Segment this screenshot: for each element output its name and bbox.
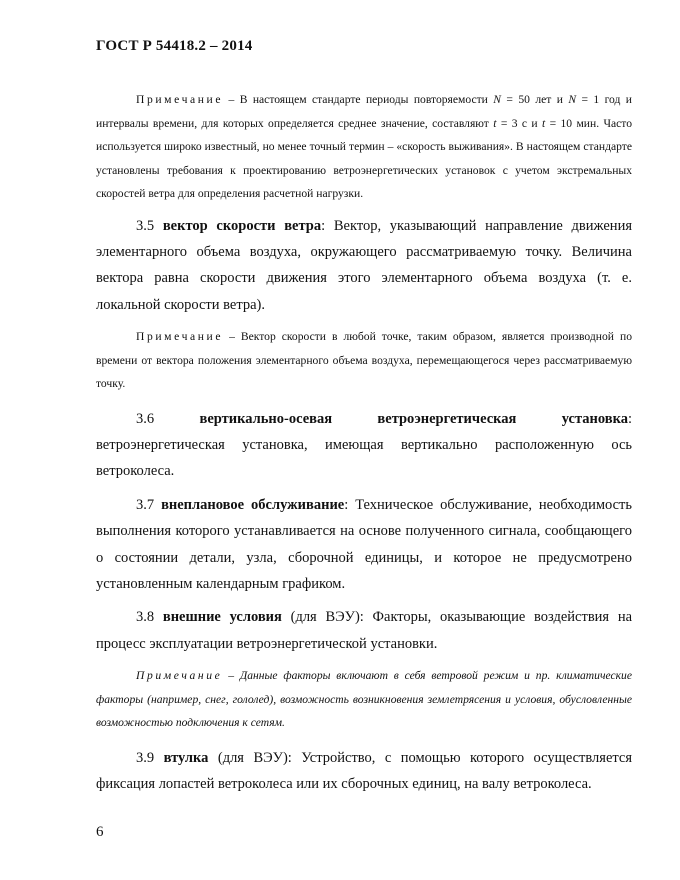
var-n: N (493, 93, 501, 106)
note-text: = 3 с и (496, 116, 542, 130)
var-n: N (568, 93, 577, 106)
clause-number: 3.6 (136, 410, 200, 427)
note-text: – Вектор скорости в любой точке, таким образом, является производной по времени от вектора положения элементарного объема воздуха, перемещающегося через рассматриваемую точку. (96, 330, 632, 391)
note-label: Примечание (136, 669, 223, 683)
document-body (96, 88, 632, 798)
document-header: ГОСТ Р 54418.2 – 2014 (96, 38, 253, 54)
definition-3-7 (96, 492, 632, 598)
note-label: Примечание (136, 330, 224, 344)
clause-number: 3.8 (136, 609, 163, 626)
definition-3-9 (96, 745, 632, 798)
note-text: – Данные факторы включают в себя ветровой режим и пр. климатические факторы (например, снег, гололед), возможность возникновения землетрясения и условия, обусловленные возможностью подключения к сетям. (96, 669, 632, 730)
definition-3-8 (96, 604, 632, 657)
clause-term: вектор скорости ветра (162, 217, 322, 234)
clause-number: 3.9 (136, 749, 164, 766)
var-t: t (493, 116, 497, 130)
var-t: t (542, 116, 546, 130)
definition-3-5 (96, 213, 632, 319)
note-text: = 10 мин. Часто используется широко известный, но менее точный термин – «скорость выживания». В настоящем стандарте установлены требования к проектированию ветроэнергетических установок с учетом экстремальных скоростей ветра для определения расчетной нагрузки. (96, 116, 633, 200)
clause-definition: : Устройство, с помощью которого осуществляется фиксация лопастей ветроколеса или их сборочных единиц, на валу ветроколеса. (96, 749, 633, 793)
note-text: = 50 лет и (501, 93, 569, 106)
clause-definition: : Техническое обслуживание, необходимость выполнения которого устанавливается на основе полученного сигнала, сообщающего о состоянии детали, узла, сборочной единицы, и которое не предусмотрено установленным календарным графиком. (96, 496, 633, 593)
page-number: 6 (96, 824, 104, 840)
clause-definition: : Факторы, оказывающие воздействия на процесс эксплуатации ветроэнергетической установки. (96, 609, 633, 652)
clause-definition: : ветроэнергетическая установка, имеющая вертикально расположенную ось ветроколеса. (96, 410, 633, 480)
clause-qualifier: (для ВЭУ) (208, 749, 288, 766)
note-external-conditions (96, 664, 632, 735)
clause-term: внеплановое обслуживание (161, 496, 345, 513)
note-wind-vector (96, 325, 632, 396)
clause-term: внешние условия (162, 609, 282, 626)
note-text: – В настоящем стандарте периоды повторяемости (223, 93, 494, 106)
clause-definition: : Вектор, указывающий направление движения элементарного объема воздуха, окружающего рассматриваемую точку. Величина вектора равна скорости движения этого элементарного объема воздуха (т. е. локальной скорости ветра). (96, 217, 632, 313)
clause-term: вертикально-осевая ветроэнергетическая установка (199, 410, 628, 427)
clause-term: втулка (163, 749, 209, 766)
clause-qualifier: (для ВЭУ) (281, 609, 360, 626)
note-return-period (96, 88, 632, 206)
clause-number: 3.5 (136, 217, 163, 234)
clause-number: 3.7 (136, 496, 162, 513)
note-text: = 1 год и интервалы времени, для которых определяется среднее значение, составляют (96, 93, 632, 130)
note-label: Примечание (136, 93, 224, 106)
definition-3-6 (96, 406, 632, 485)
